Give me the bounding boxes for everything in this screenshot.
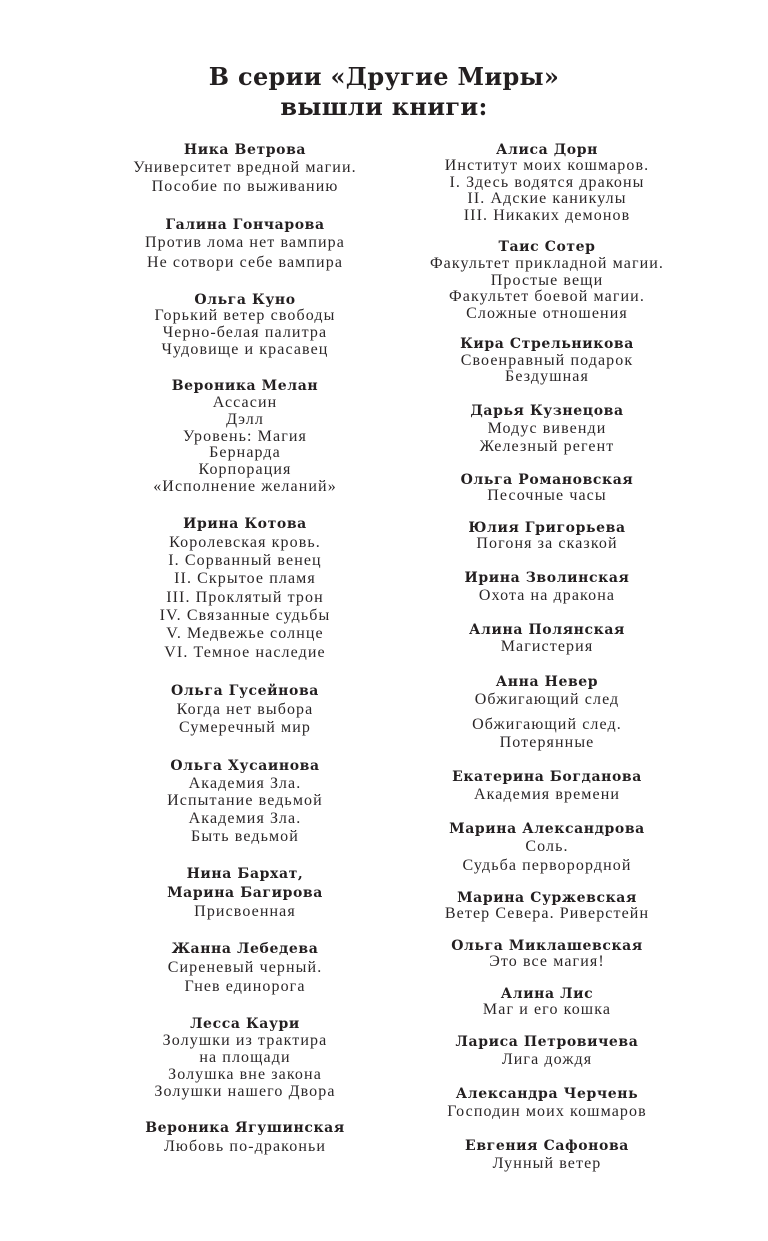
author-name: Марина Багирова xyxy=(167,885,323,901)
book-title: Бездушная xyxy=(505,368,589,385)
book-title: Обжигающий след xyxy=(474,691,620,708)
book-title: Дэлл xyxy=(226,411,264,428)
book-title: Маг и его кошка xyxy=(482,1001,612,1018)
book-title: Охота на дракона xyxy=(478,587,616,604)
book-title: Сумеречный мир xyxy=(178,719,311,736)
book-title: Когда нет выбора xyxy=(176,701,314,718)
book-title: Испытание ведьмой xyxy=(167,792,323,809)
author-name: Алина Лис xyxy=(500,986,594,1002)
author-name: Таис Сотер xyxy=(498,239,596,255)
series-subtitle: вышли книги: xyxy=(280,92,488,121)
book-title: Ветер Севера. Риверстейн xyxy=(444,905,650,922)
book-title: Бернарда xyxy=(209,444,281,461)
book-title: Обжигающий след. xyxy=(472,716,622,733)
book-title: II. Адские каникулы xyxy=(467,190,627,207)
author-name: Юлия Григорьева xyxy=(468,520,626,536)
book-title: Ассасин xyxy=(212,394,278,411)
book-title: Гнев единорога xyxy=(184,978,306,995)
book-title: Простые вещи xyxy=(490,272,604,289)
author-name: Ольга Хусаинова xyxy=(170,758,320,774)
author-name: Алина Полянская xyxy=(469,622,625,638)
book-title: I. Сорванный венец xyxy=(168,552,322,569)
author-name: Вероника Мелан xyxy=(171,378,319,394)
book-title: Золушки нашего Двора xyxy=(154,1083,336,1100)
book-title: Присвоенная xyxy=(194,903,296,920)
book-title: Песочные часы xyxy=(487,487,607,504)
book-title: Академия времени xyxy=(473,786,621,803)
author-name: Лариса Петровичева xyxy=(455,1034,639,1050)
book-title: Против лома нет вампира xyxy=(144,234,345,251)
book-title: Потерянные xyxy=(499,734,595,751)
author-name: Александра Черчень xyxy=(455,1086,639,1102)
book-title: V. Медвежье солнце xyxy=(166,625,324,642)
book-title: Золушка вне закона xyxy=(168,1066,322,1083)
author-name: Ольга Миклашевская xyxy=(451,938,643,954)
book-title: Железный регент xyxy=(479,438,615,455)
book-title: I. Здесь водятся драконы xyxy=(449,174,645,191)
book-title: IV. Связанные судьбы xyxy=(159,607,331,624)
author-name: Ольга Гусейнова xyxy=(171,683,319,699)
author-name: Марина Суржевская xyxy=(457,890,637,906)
author-name: Марина Александрова xyxy=(449,821,645,837)
book-title: III. Никаких демонов xyxy=(463,207,631,224)
book-title: Чудовище и красавец xyxy=(161,341,329,358)
book-title: Корпорация xyxy=(198,461,292,478)
book-title: Погоня за сказкой xyxy=(476,535,618,552)
book-title: Черно-белая палитра xyxy=(162,324,328,341)
book-title: Факультет боевой магии. xyxy=(449,288,645,305)
book-title: Модус вивенди xyxy=(487,420,607,437)
author-name: Ирина Котова xyxy=(183,516,307,532)
author-name: Ольга Романовская xyxy=(460,472,634,488)
author-name: Дарья Кузнецова xyxy=(470,403,624,419)
book-title: Господин моих кошмаров xyxy=(447,1103,647,1120)
book-title: Судьба перворордной xyxy=(462,857,632,874)
author-name: Алиса Дорн xyxy=(496,142,598,158)
author-name: Нина Бархат, xyxy=(186,866,304,882)
book-title: Своенравный подарок xyxy=(460,352,634,369)
book-title: Золушки из трактира xyxy=(162,1032,328,1049)
book-title: Академия Зла. xyxy=(188,810,302,827)
book-title: VI. Темное наследие xyxy=(164,644,326,661)
book-title: Институт моих кошмаров. xyxy=(444,157,650,174)
book-title: Сиреневый черный. xyxy=(167,959,323,976)
author-name: Ирина Зволинская xyxy=(464,570,630,586)
book-title: Быть ведьмой xyxy=(191,828,299,845)
book-title: Магистерия xyxy=(500,638,594,655)
author-name: Лесса Каури xyxy=(190,1016,300,1032)
book-title: Университет вредной магии. xyxy=(133,159,357,176)
author-name: Жанна Лебедева xyxy=(171,941,319,957)
book-title: Факультет прикладной магии. xyxy=(429,255,665,272)
author-name: Евгения Сафонова xyxy=(465,1138,629,1154)
book-title: Академия Зла. xyxy=(188,775,302,792)
book-title: Пособие по выживанию xyxy=(151,178,339,195)
book-title: Лунный ветер xyxy=(492,1155,602,1172)
series-title: В серии «Другие Миры» xyxy=(208,62,560,91)
author-name: Ника Ветрова xyxy=(183,142,307,158)
author-name: Кира Стрельникова xyxy=(460,336,634,352)
book-title: Горький ветер свободы xyxy=(154,307,336,324)
book-title: Королевская кровь. xyxy=(169,534,321,551)
author-name: Галина Гончарова xyxy=(165,217,325,233)
author-name: Екатерина Богданова xyxy=(452,769,642,785)
author-name: Ольга Куно xyxy=(194,292,296,308)
book-title: Любовь по-драконьи xyxy=(163,1138,327,1155)
book-title: Уровень: Магия xyxy=(182,428,307,445)
author-name: Анна Невер xyxy=(495,674,599,690)
book-title: Лига дождя xyxy=(501,1051,593,1068)
book-title: Сложные отношения xyxy=(466,305,628,322)
author-name: Вероника Ягушинская xyxy=(145,1120,345,1136)
book-title: III. Проклятый трон xyxy=(166,589,324,606)
book-title: на площади xyxy=(199,1049,291,1066)
book-title: «Исполнение желаний» xyxy=(153,478,337,495)
book-title: Это все магия! xyxy=(489,953,605,970)
book-title: II. Скрытое пламя xyxy=(174,570,316,587)
book-title: Соль. xyxy=(525,838,569,855)
book-title: Не сотвори себе вампира xyxy=(146,254,344,271)
